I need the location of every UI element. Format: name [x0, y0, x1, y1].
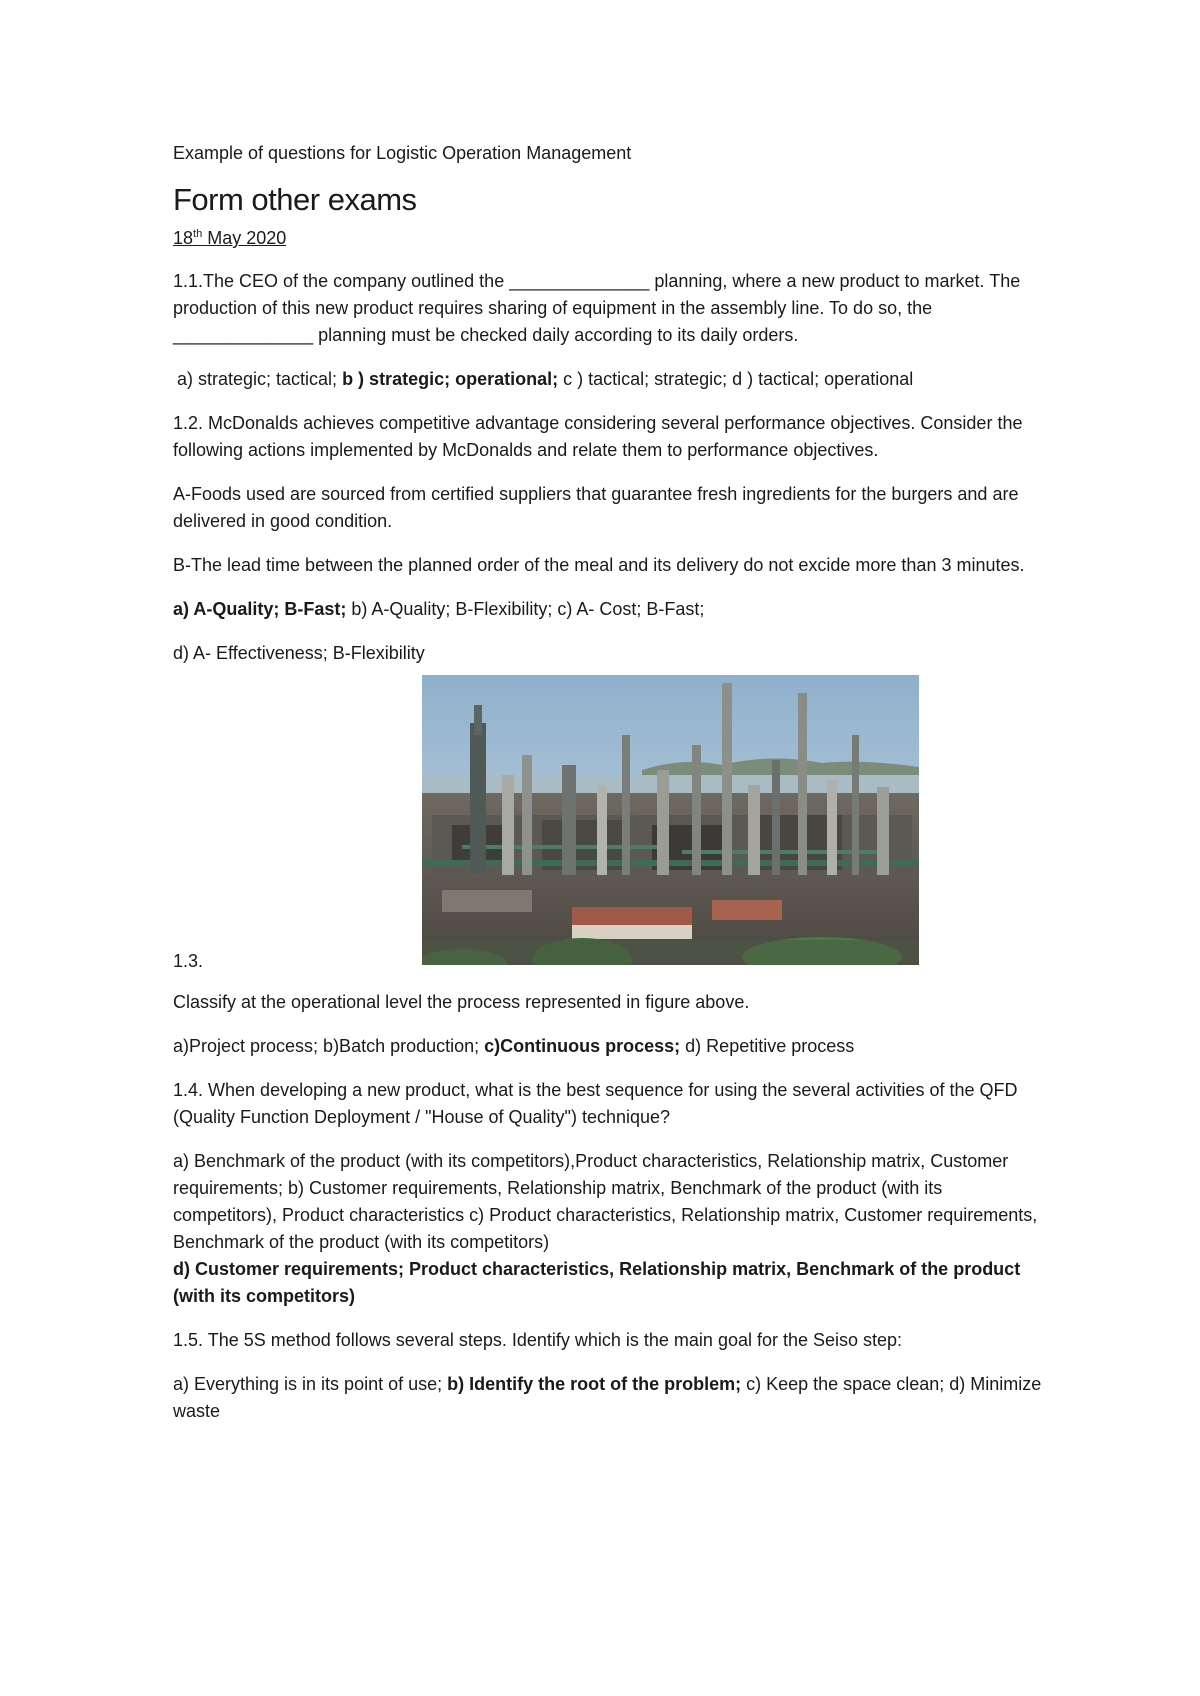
question-1-2 — [173, 410, 1043, 464]
refinery-photo — [422, 675, 919, 965]
page-title: Form other exams — [173, 182, 417, 217]
question-1-2-action-b: B-The lead time between the planned order of the meal and its delivery do not excide more than 3 minutes. — [173, 555, 1025, 575]
option-text: a)Project process; b)Batch production; — [173, 1036, 485, 1056]
question-text: The 5S method follows several steps. Identify which is the main goal for the Seiso step: — [203, 1330, 903, 1350]
option-text: d) Repetitive process — [680, 1036, 855, 1056]
question-text: When developing a new product, what is the best sequence for using the several activities of the QFD (Quality Function Deployment / "House of Quality") technique? — [173, 1080, 1018, 1127]
refinery-illustration — [422, 675, 919, 965]
option-text: c ) tactical; strategic; d ) tactical; operational — [558, 369, 914, 389]
question-number: 1.3. — [173, 951, 204, 971]
document-header: Example of questions for Logistic Operation Management — [173, 143, 632, 163]
question-number: 1.4. — [173, 1080, 204, 1100]
question-number: 1.2. — [173, 413, 204, 433]
document-content — [173, 140, 1043, 1442]
option-text: b) A-Quality; B-Flexibility; c) A- Cost; B-Fast; — [346, 599, 705, 619]
correct-option: a) A-Quality; B-Fast; — [173, 599, 347, 619]
exam-date — [173, 225, 1043, 252]
question-number: 1.5. — [173, 1330, 204, 1350]
option-text: a) strategic; tactical; — [177, 369, 343, 389]
question-1-5 — [173, 1327, 1043, 1354]
option-text: c) Keep the space clean; d) Minimize waste — [173, 1374, 1042, 1421]
question-1-4 — [173, 1077, 1043, 1131]
question-1-2-options — [173, 596, 1043, 623]
question-1-2-option-d: d) A- Effectiveness; B-Flexibility — [173, 643, 425, 663]
question-1-3: Classify at the operational level the process represented in figure above. — [173, 992, 750, 1012]
question-1-3-options — [173, 1033, 1043, 1060]
date-rest: May 2020 — [202, 228, 287, 248]
question-1-3-figure-row — [173, 675, 1043, 975]
option-text: a) Everything is in its point of use; — [173, 1374, 448, 1394]
question-1-4-options — [173, 1148, 1043, 1310]
correct-option: b ) strategic; operational; — [342, 369, 559, 389]
question-text: McDonalds achieves competitive advantage considering several performance objectives. Consider the following actions implemented by McDonalds and relate them to performance objectives. — [173, 413, 1023, 460]
correct-option: d) Customer requirements; Product characteristics, Relationship matrix, Benchmark of the product (with its competitors) — [173, 1259, 1021, 1306]
date-suffix: th — [193, 228, 203, 240]
date-day: 18 — [173, 228, 194, 248]
correct-option: c)Continuous process; — [484, 1036, 681, 1056]
question-1-1-options — [173, 366, 1043, 393]
option-text: a) Benchmark of the product (with its competitors),Product characteristics, Relationship matrix, Customer requirements; b) Customer requirements, Relationship matrix, Benchmark of the product (with its competitors), Product characteristics c) Product characteristics, Relationship matrix, Customer requirements, Benchmark of the product (with its competitors) — [173, 1151, 1038, 1252]
correct-option: b) Identify the root of the problem; — [447, 1374, 742, 1394]
question-1-5-options — [173, 1371, 1043, 1425]
question-1-2-action-a: A-Foods used are sourced from certified suppliers that guarantee fresh ingredients for the burgers and are delivered in good condition. — [173, 484, 1019, 531]
question-1-1: 1.1.The CEO of the company outlined the ______________ planning, where a new product to market. The production of this new product requires sharing of equipment in the assembly line. To do so, the ______________ planning must be checked daily according to its daily orders. — [173, 271, 1021, 345]
